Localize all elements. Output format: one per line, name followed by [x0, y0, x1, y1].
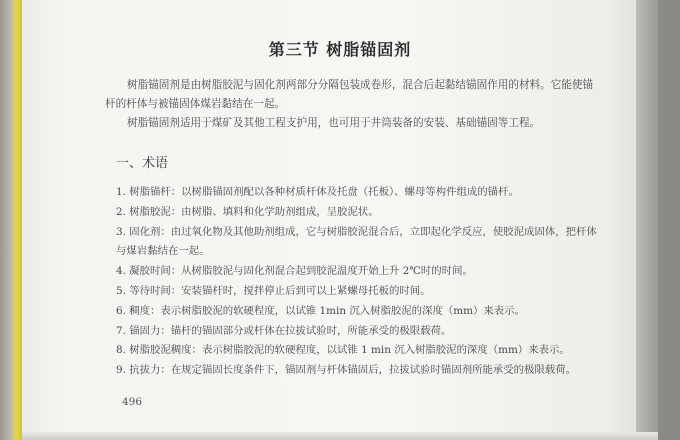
term-item: 8. 树脂胶泥稠度：表示树脂胶泥的软硬程度，以试锥 1 min 沉入树脂胶泥的深度（mm）来表示。 [116, 344, 570, 357]
term-item: 2. 树脂胶泥：由树脂、填料和化学助剂组成，呈胶泥状。 [116, 205, 379, 218]
term-item: 3. 固化剂：由过氧化物及其他助剂组成，它与树脂胶泥混合后，立即起化学反应，使胶泥成固体，把杆体与煤岩黏结在一起。 [116, 225, 597, 258]
terms-list [116, 183, 602, 381]
section-title: 第三节 树脂锚固剂 [268, 40, 412, 59]
term-item: 7. 锚固力：锚杆的锚固部分或杆体在拉拔试验时，所能承受的极限载荷。 [116, 324, 452, 337]
term-item: 5. 等待时间：安装锚杆时，搅拌停止后到可以上紧螺母托板的时间。 [116, 284, 431, 297]
page-number: 496 [122, 396, 143, 408]
intro-paragraph-2: 树脂锚固剂适用于煤矿及其他工程支护用，也可用于井筒装备的安装、基础锚固等工程。 [127, 117, 541, 129]
page-bottom-edge [22, 432, 658, 440]
term-item: 1. 树脂锚杆：以树脂锚固剂配以各种材质杆体及托盘（托板）、螺母等构件组成的锚杆。 [116, 186, 519, 198]
terms-heading: 一、术语 [116, 156, 169, 171]
book-page [22, 0, 658, 440]
page-gutter-shadow [636, 0, 658, 440]
intro-paragraph-1: 树脂锚固剂是由树脂胶泥与固化剂两部分分隔包装成卷形，混合后起黏结锚固作用的材料。它能使锚杆的杆体与被锚固体煤岩黏结在一起。 [105, 79, 594, 110]
term-item: 9. 抗拔力：在规定锚固长度条件下，锚固剂与杆体锚固后，拉拔试验时锚固剂所能承受的极限载荷。 [116, 364, 577, 377]
term-item: 6. 稠度：表示树脂胶泥的软硬程度，以试锥 1min 沉入树脂胶泥的深度（mm）来表示。 [116, 304, 525, 317]
term-item: 4. 凝胶时间：从树脂胶泥与固化剂混合起到胶泥温度开始上升 2℃时的时间。 [116, 265, 473, 278]
